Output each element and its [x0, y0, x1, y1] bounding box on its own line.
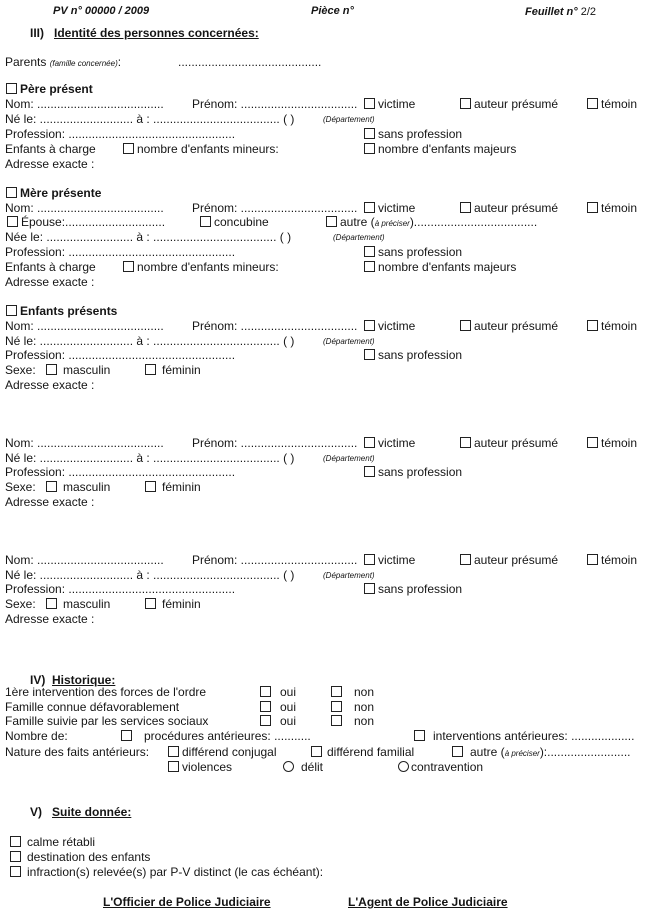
- departement-note: (Département): [323, 337, 375, 346]
- enfant3-sans-profession-option[interactable]: [364, 582, 462, 596]
- pere-auteur-option[interactable]: [460, 97, 558, 111]
- enfant3-adresse-label: Adresse exacte :: [5, 612, 95, 626]
- temoin-label: témoin: [601, 319, 638, 333]
- mere-autre-option[interactable]: [326, 215, 537, 231]
- enfant1-prenom-field[interactable]: Prénom: ...................................: [192, 319, 358, 333]
- enfant1-nom-field[interactable]: Nom: ......................................: [5, 319, 164, 333]
- contravention-option[interactable]: [398, 760, 483, 774]
- a-preciser-note: à préciser: [504, 749, 540, 758]
- feuillet-value: 2/2: [577, 6, 597, 18]
- enfant3-sexe-label: Sexe:: [5, 597, 36, 611]
- enfant1-masculin-option[interactable]: [46, 363, 110, 377]
- autre-field: ).....................................: [409, 215, 538, 229]
- auteur-label: auteur présumé: [474, 319, 559, 333]
- enfant3-naissance-field[interactable]: Né le: ............................ à : ...................................... ( ): [5, 568, 295, 582]
- enfant3-prenom-field[interactable]: Prénom: ...................................: [192, 553, 358, 567]
- masculin-label: masculin: [63, 597, 111, 611]
- mere-presente-checkbox[interactable]: [6, 187, 17, 198]
- checkbox-icon[interactable]: [364, 437, 375, 448]
- non-label: non: [354, 714, 375, 728]
- mere-presente-label: Mère présente: [20, 186, 102, 200]
- radio-icon[interactable]: [283, 761, 294, 772]
- checkbox-icon[interactable]: [10, 836, 21, 847]
- parents-label: Parents: [5, 55, 50, 69]
- checkbox-icon[interactable]: [260, 715, 271, 726]
- enfant3-temoin-option[interactable]: [587, 553, 637, 567]
- enfant2-naissance-field[interactable]: Né le: ............................ à : ...................................... ( ): [5, 451, 295, 465]
- checkbox-icon[interactable]: [587, 437, 598, 448]
- majeurs-label: nombre d'enfants majeurs: [378, 142, 517, 156]
- infractions-label: infraction(s) relevée(s) par P-V distinct (le cas échéant):: [27, 865, 324, 879]
- checkbox-icon[interactable]: [460, 202, 471, 213]
- majeurs-label: nombre d'enfants majeurs: [378, 260, 517, 274]
- masculin-label: masculin: [63, 480, 111, 494]
- piece-number: Pièce n°: [311, 5, 354, 17]
- procedures-label: procédures antérieures: ...........: [144, 729, 311, 743]
- checkbox-icon[interactable]: [10, 851, 21, 862]
- enfant2-profession-field[interactable]: Profession: ..................................................: [5, 465, 236, 479]
- nombre-de-label: Nombre de:: [5, 729, 68, 743]
- checkbox-icon[interactable]: [460, 554, 471, 565]
- enfant3-profession-field[interactable]: Profession: ..................................................: [5, 582, 236, 596]
- section-3-title: Identité des personnes concernées:: [54, 26, 259, 40]
- mere-nom-field[interactable]: Nom: ......................................: [5, 201, 164, 215]
- section-5-number: V): [30, 805, 42, 819]
- checkbox-icon[interactable]: [123, 261, 134, 272]
- checkbox-icon[interactable]: [452, 746, 463, 757]
- checkbox-icon[interactable]: [200, 216, 211, 227]
- feuillet: [525, 4, 596, 19]
- mere-victime-option[interactable]: [364, 201, 415, 215]
- enfant2-auteur-option[interactable]: [460, 436, 558, 450]
- feminin-label: féminin: [162, 480, 201, 494]
- enfant1-naissance-field[interactable]: Né le: ............................ à : ...................................... ( ): [5, 334, 295, 348]
- non-label: non: [354, 700, 375, 714]
- pere-sans-profession-option[interactable]: [364, 127, 462, 141]
- oui-label: oui: [280, 685, 297, 699]
- delit-label: délit: [301, 760, 324, 774]
- parents-field[interactable]: ...........................................: [178, 55, 322, 69]
- contravention-label: contravention: [411, 760, 484, 774]
- autre-field: ):.........................: [539, 745, 631, 759]
- enfant3-auteur-option[interactable]: [460, 553, 558, 567]
- enfant1-profession-field[interactable]: Profession: ..................................................: [5, 348, 236, 362]
- temoin-label: témoin: [601, 201, 638, 215]
- mineurs-label: nombre d'enfants mineurs:: [137, 142, 279, 156]
- row1-oui-option[interactable]: [260, 685, 296, 699]
- mere-profession-field[interactable]: Profession: ..................................................: [5, 245, 236, 259]
- pere-profession-field[interactable]: Profession: ..................................................: [5, 127, 236, 141]
- calme-retabli-label: calme rétabli: [27, 835, 96, 849]
- enfant1-sans-profession-option[interactable]: [364, 348, 462, 362]
- non-label: non: [354, 685, 375, 699]
- conjugal-option[interactable]: [168, 745, 277, 759]
- parents-note: (famille concernée): [49, 59, 118, 68]
- pere-present-checkbox-row[interactable]: [6, 82, 93, 96]
- enfant2-sexe-label: Sexe:: [5, 480, 36, 494]
- checkbox-icon[interactable]: [260, 701, 271, 712]
- auteur-label: auteur présumé: [474, 436, 559, 450]
- checkbox-icon[interactable]: [460, 437, 471, 448]
- checkbox-icon[interactable]: [168, 746, 179, 757]
- pere-adresse-label: Adresse exacte :: [5, 157, 95, 171]
- destination-enfants-label: destination des enfants: [27, 850, 151, 864]
- auteur-label: auteur présumé: [474, 553, 559, 567]
- pere-victime-option[interactable]: [364, 97, 415, 111]
- mere-prenom-field[interactable]: Prénom: ...................................: [192, 201, 358, 215]
- mere-naissance-field[interactable]: Née le: .......................... à : ..................................... ( ): [5, 230, 292, 244]
- checkbox-icon[interactable]: [260, 686, 271, 697]
- enfant2-adresse-label: Adresse exacte :: [5, 495, 95, 509]
- mere-temoin-option[interactable]: [587, 201, 637, 215]
- violences-option[interactable]: [168, 760, 232, 774]
- checkbox-icon[interactable]: [145, 364, 156, 375]
- enfant1-adresse-label: Adresse exacte :: [5, 378, 95, 392]
- signature-opj: L'Officier de Police Judiciaire: [103, 895, 271, 909]
- checkbox-icon[interactable]: [311, 746, 322, 757]
- enfant3-nom-field[interactable]: Nom: ......................................: [5, 553, 164, 567]
- autre-label: autre (: [340, 215, 375, 229]
- pere-majeurs-option[interactable]: [364, 142, 516, 156]
- checkbox-icon[interactable]: [587, 98, 598, 109]
- victime-label: victime: [378, 553, 416, 567]
- enfant1-sexe-label: Sexe:: [5, 363, 36, 377]
- checkbox-icon[interactable]: [364, 320, 375, 331]
- departement-note: (Département): [333, 233, 385, 242]
- row3-oui-option[interactable]: [260, 714, 296, 728]
- pere-mineurs-option[interactable]: [123, 142, 279, 156]
- historique-row-label: 1ère intervention des forces de l'ordre: [5, 685, 207, 699]
- enfants-presents-label: Enfants présents: [20, 304, 118, 318]
- checkbox-icon[interactable]: [145, 481, 156, 492]
- checkbox-icon[interactable]: [46, 598, 57, 609]
- checkbox-icon[interactable]: [326, 216, 337, 227]
- historique-row-label: Famille suivie par les services sociaux: [5, 714, 209, 728]
- row3-non-option[interactable]: [331, 714, 374, 728]
- temoin-label: témoin: [601, 553, 638, 567]
- interventions-option[interactable]: [414, 729, 634, 743]
- sans-profession-label: sans profession: [378, 582, 463, 596]
- mere-presente-checkbox-row[interactable]: [6, 186, 101, 200]
- enfant1-victime-option[interactable]: [364, 319, 415, 333]
- nature-label: Nature des faits antérieurs:: [5, 745, 150, 759]
- sans-profession-label: sans profession: [378, 465, 463, 479]
- calme-retabli-option[interactable]: [10, 835, 95, 849]
- mere-concubine-option[interactable]: [200, 215, 269, 229]
- checkbox-icon[interactable]: [331, 715, 342, 726]
- sans-profession-label: sans profession: [378, 245, 463, 259]
- temoin-label: témoin: [601, 97, 638, 111]
- enfant3-masculin-option[interactable]: [46, 597, 110, 611]
- mineurs-label: nombre d'enfants mineurs:: [137, 260, 279, 274]
- infractions-option[interactable]: [10, 865, 323, 879]
- victime-label: victime: [378, 436, 416, 450]
- enfant3-feminin-option[interactable]: [145, 597, 201, 611]
- mere-majeurs-option[interactable]: [364, 260, 516, 274]
- checkbox-icon[interactable]: [46, 481, 57, 492]
- masculin-label: masculin: [63, 363, 111, 377]
- radio-icon[interactable]: [398, 761, 409, 772]
- enfant2-nom-field[interactable]: Nom: ......................................: [5, 436, 164, 450]
- parents-colon: :: [117, 55, 122, 69]
- checkbox-icon[interactable]: [364, 261, 375, 272]
- feminin-label: féminin: [162, 363, 201, 377]
- mere-sans-profession-option[interactable]: [364, 245, 462, 259]
- delit-option[interactable]: [283, 760, 323, 774]
- checkbox-icon[interactable]: [364, 98, 375, 109]
- parents-label-row: [5, 55, 121, 71]
- enfant2-feminin-option[interactable]: [145, 480, 201, 494]
- procedures-option[interactable]: [121, 729, 311, 743]
- mere-adresse-label: Adresse exacte :: [5, 275, 95, 289]
- a-preciser-note: à préciser: [374, 219, 410, 228]
- pere-enfants-label: Enfants à charge: [5, 142, 96, 156]
- enfant3-victime-option[interactable]: [364, 553, 415, 567]
- sans-profession-label: sans profession: [378, 127, 463, 141]
- familial-label: différend familial: [327, 745, 415, 759]
- checkbox-icon[interactable]: [364, 246, 375, 257]
- victime-label: victime: [378, 201, 416, 215]
- historique-row-label: Famille connue défavorablement: [5, 700, 180, 714]
- checkbox-icon[interactable]: [364, 349, 375, 360]
- section-4-title: Historique:: [52, 673, 116, 687]
- checkbox-icon[interactable]: [364, 583, 375, 594]
- checkbox-icon[interactable]: [364, 466, 375, 477]
- checkbox-icon[interactable]: [331, 686, 342, 697]
- checkbox-icon[interactable]: [364, 554, 375, 565]
- section-5-title: Suite donnée:: [52, 805, 132, 819]
- row2-oui-option[interactable]: [260, 700, 296, 714]
- enfant1-auteur-option[interactable]: [460, 319, 558, 333]
- enfant1-temoin-option[interactable]: [587, 319, 637, 333]
- section-4-number: IV): [30, 673, 46, 687]
- sans-profession-label: sans profession: [378, 348, 463, 362]
- auteur-label: auteur présumé: [474, 97, 559, 111]
- enfant2-prenom-field[interactable]: Prénom: ...................................: [192, 436, 358, 450]
- destination-enfants-option[interactable]: [10, 850, 150, 864]
- familial-option[interactable]: [311, 745, 414, 759]
- pere-prenom-field[interactable]: Prénom: ...................................: [192, 97, 358, 111]
- mere-mineurs-option[interactable]: [123, 260, 279, 274]
- violences-label: violences: [182, 760, 233, 774]
- pv-number: PV n° 00000 / 2009: [53, 5, 150, 17]
- enfants-presents-checkbox[interactable]: [6, 305, 17, 316]
- departement-note: (Département): [323, 571, 375, 580]
- interventions-label: interventions antérieures: ...................: [433, 729, 635, 743]
- enfant2-temoin-option[interactable]: [587, 436, 637, 450]
- checkbox-icon[interactable]: [145, 598, 156, 609]
- checkbox-icon[interactable]: [587, 554, 598, 565]
- pere-temoin-option[interactable]: [587, 97, 637, 111]
- departement-note: (Département): [323, 115, 375, 124]
- checkbox-icon[interactable]: [7, 216, 18, 227]
- checkbox-icon[interactable]: [123, 143, 134, 154]
- enfants-presents-checkbox-row[interactable]: [6, 304, 117, 318]
- enfant2-masculin-option[interactable]: [46, 480, 110, 494]
- conjugal-label: différend conjugal: [182, 745, 277, 759]
- oui-label: oui: [280, 714, 297, 728]
- feuillet-label: Feuillet n°: [525, 6, 578, 18]
- checkbox-icon[interactable]: [460, 320, 471, 331]
- checkbox-icon[interactable]: [10, 866, 21, 877]
- checkbox-icon[interactable]: [331, 701, 342, 712]
- epouse-label: Épouse:..............................: [21, 215, 166, 229]
- enfant2-sans-profession-option[interactable]: [364, 465, 462, 479]
- signature-apj: L'Agent de Police Judiciaire: [348, 895, 508, 909]
- victime-label: victime: [378, 97, 416, 111]
- checkbox-icon[interactable]: [460, 98, 471, 109]
- row1-non-option[interactable]: [331, 685, 374, 699]
- pere-naissance-field[interactable]: Né le: ............................ à : ...................................... ( ): [5, 112, 295, 126]
- enfant2-victime-option[interactable]: [364, 436, 415, 450]
- victime-label: victime: [378, 319, 416, 333]
- mere-enfants-label: Enfants à charge: [5, 260, 96, 274]
- checkbox-icon[interactable]: [587, 320, 598, 331]
- pere-present-checkbox[interactable]: [6, 83, 17, 94]
- oui-label: oui: [280, 700, 297, 714]
- departement-note: (Département): [323, 454, 375, 463]
- checkbox-icon[interactable]: [168, 761, 179, 772]
- checkbox-icon[interactable]: [364, 128, 375, 139]
- checkbox-icon[interactable]: [414, 730, 425, 741]
- pere-present-label: Père présent: [20, 82, 93, 96]
- auteur-label: auteur présumé: [474, 201, 559, 215]
- checkbox-icon[interactable]: [364, 143, 375, 154]
- autre-option[interactable]: [452, 745, 631, 761]
- row2-non-option[interactable]: [331, 700, 374, 714]
- feminin-label: féminin: [162, 597, 201, 611]
- temoin-label: témoin: [601, 436, 638, 450]
- checkbox-icon[interactable]: [121, 730, 132, 741]
- checkbox-icon[interactable]: [46, 364, 57, 375]
- concubine-label: concubine: [214, 215, 269, 229]
- checkbox-icon[interactable]: [587, 202, 598, 213]
- mere-auteur-option[interactable]: [460, 201, 558, 215]
- pere-nom-field[interactable]: Nom: ......................................: [5, 97, 164, 111]
- enfant1-feminin-option[interactable]: [145, 363, 201, 377]
- section-3-number: III): [30, 26, 44, 40]
- checkbox-icon[interactable]: [364, 202, 375, 213]
- mere-epouse-option[interactable]: [7, 215, 165, 229]
- autre-label: autre (: [470, 745, 505, 759]
